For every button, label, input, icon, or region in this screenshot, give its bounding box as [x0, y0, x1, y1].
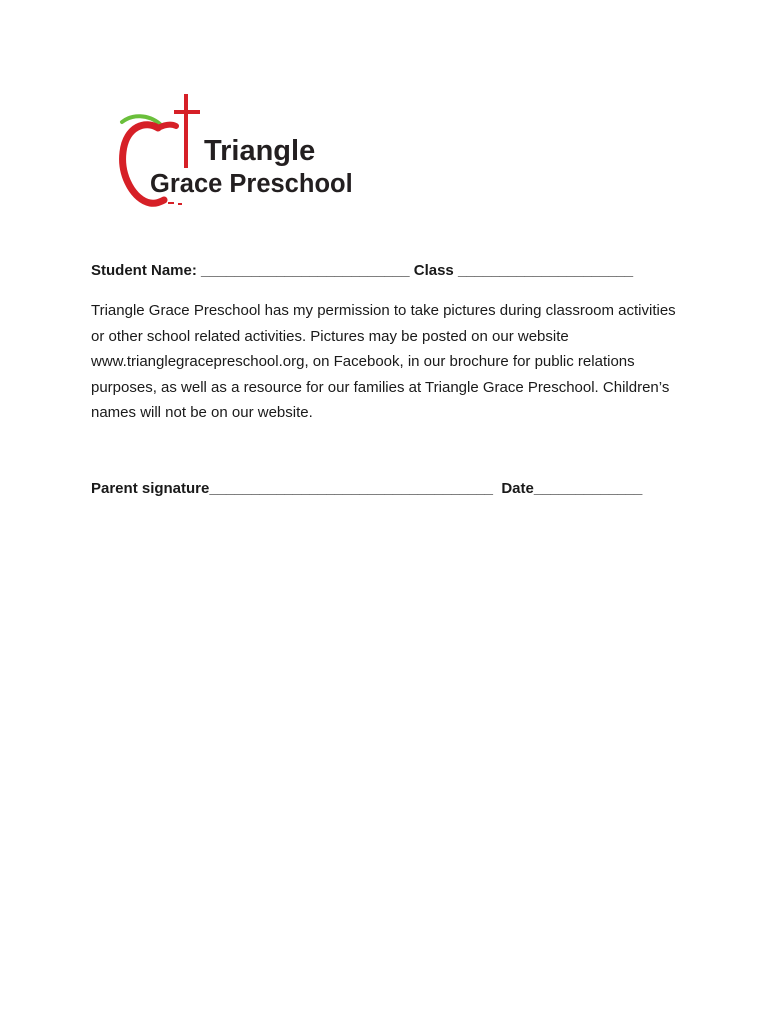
- class-label: Class: [409, 262, 454, 279]
- cross-icon: [184, 94, 188, 168]
- logo-text-triangle: Triangle: [204, 135, 316, 167]
- parent-signature-label: Parent signature: [91, 480, 210, 497]
- signature-date-line: [91, 480, 642, 497]
- date-blank[interactable]: _____________: [533, 480, 643, 497]
- student-name-blank[interactable]: _________________________: [196, 262, 410, 279]
- preschool-logo: [118, 90, 353, 215]
- permission-paragraph: [91, 298, 691, 426]
- parent-signature-blank[interactable]: __________________________________: [209, 480, 494, 497]
- logo-text-grace-preschool: Grace Preschool: [150, 170, 353, 198]
- apple-cross-logo-icon: [118, 90, 353, 215]
- student-class-line: [91, 262, 633, 279]
- class-blank[interactable]: _____________________: [453, 262, 634, 279]
- permission-text: Triangle Grace Preschool has my permission to take pictures during classroom activities or other school related activities. Pictures may be posted on our website www.trianglegracepreschool.org, on Facebook, in our brochure for public relations purposes, as well as a resource for our families at Triangle Grace Preschool. Children’s names will not be on our website.: [91, 302, 676, 421]
- student-name-label: Student Name:: [91, 262, 197, 279]
- date-label: Date: [493, 480, 534, 497]
